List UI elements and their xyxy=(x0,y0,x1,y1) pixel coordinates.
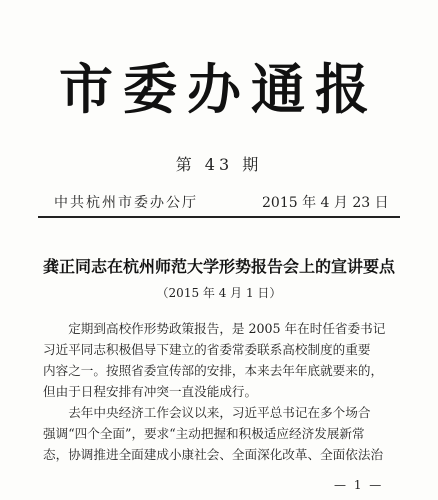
paragraph-line: 但由于日程安排有冲突一直没能成行。 xyxy=(43,384,258,399)
header-divider xyxy=(38,216,400,218)
issue-number: 第 43 期 xyxy=(175,155,263,174)
issuing-office: 中共杭州市委办公厅 xyxy=(54,195,198,211)
paragraph-line: 去年中央经济工作会议以来，习近平总书记在多个场合 xyxy=(68,405,371,420)
article-title: 龚正同志在杭州师范大学形势报告会上的宣讲要点 xyxy=(42,257,395,276)
paragraph-line: 内容之一。按照省委宣传部的安排，本来去年年底就要来的， xyxy=(43,363,384,378)
paragraph xyxy=(43,402,398,465)
page-number: — 1 — xyxy=(334,478,384,492)
issue-date: 2015 年 4 月 23 日 xyxy=(262,195,389,211)
masthead-title: 市委办通报 xyxy=(59,57,379,121)
paragraph-line: 态，协调推进全面建成小康社会、全面深化改革、全面依法治 xyxy=(43,447,384,462)
paragraph-line: 习近平同志积极倡导下建立的省委常委联系高校制度的重要 xyxy=(43,342,371,357)
paragraph-line: 定期到高校作形势政策报告，是 2005 年在时任省委书记 xyxy=(68,321,386,336)
paragraph-line: 强调“四个全面”，要求“主动把握和积极适应经济发展新常 xyxy=(43,426,365,441)
article-date: （2015 年 4 月 1 日） xyxy=(156,286,282,300)
paragraph xyxy=(43,318,398,402)
article-body xyxy=(43,318,398,465)
